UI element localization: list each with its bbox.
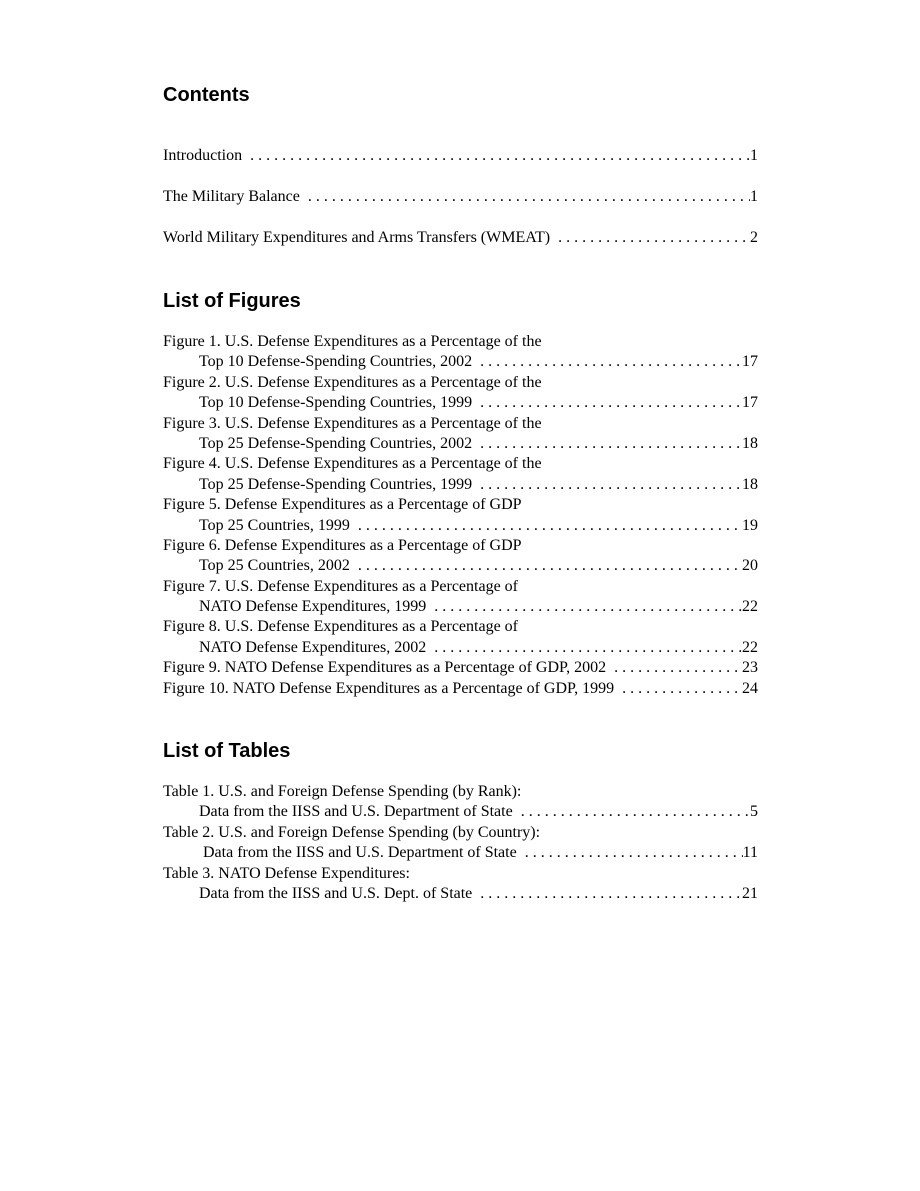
- figure-entry[interactable]: [163, 332, 758, 373]
- tables-list: [163, 782, 758, 904]
- entry-title: Figure 1. U.S. Defense Expenditures as a Percentage of the: [163, 333, 542, 350]
- contents-entry[interactable]: [163, 228, 758, 248]
- entry-title: The Military Balance: [163, 187, 300, 205]
- entry-subtitle: NATO Defense Expenditures, 1999: [199, 598, 427, 616]
- page-number: 22: [742, 638, 758, 656]
- entry-subtitle: Top 10 Defense-Spending Countries, 2002: [199, 353, 473, 371]
- dot-leader: [472, 884, 742, 904]
- entry-subtitle: Top 10 Defense-Spending Countries, 1999: [199, 394, 473, 412]
- page-number: 18: [742, 434, 758, 452]
- entry-subtitle: Data from the IISS and U.S. Department of State: [199, 803, 513, 821]
- dot-leader: [350, 556, 742, 576]
- tables-heading: List of Tables: [163, 740, 291, 762]
- entry-subtitle: Data from the IISS and U.S. Dept. of State: [199, 884, 473, 902]
- dot-leader: [472, 393, 742, 413]
- entry-title: Figure 2. U.S. Defense Expenditures as a Percentage of the: [163, 373, 542, 391]
- entry-title: Figure 8. U.S. Defense Expenditures as a Percentage of: [163, 618, 518, 636]
- dot-leader: [350, 516, 742, 536]
- contents-heading: Contents: [163, 84, 250, 106]
- entry-subtitle: Top 25 Defense-Spending Countries, 2002: [199, 434, 473, 452]
- figure-entry[interactable]: [163, 414, 758, 455]
- page-number: 5: [750, 803, 758, 821]
- figure-entry[interactable]: [163, 495, 758, 536]
- entry-subtitle: Top 25 Countries, 2002: [199, 557, 350, 575]
- entry-title: Figure 7. U.S. Defense Expenditures as a Percentage of: [163, 577, 518, 595]
- entry-title: Figure 9. NATO Defense Expenditures as a Percentage of GDP, 2002: [163, 659, 607, 677]
- page-number: 20: [742, 557, 758, 575]
- entry-title: Figure 4. U.S. Defense Expenditures as a Percentage of the: [163, 455, 542, 473]
- figure-entry[interactable]: [163, 617, 758, 658]
- page-number: 2: [750, 228, 758, 246]
- entry-title: Figure 5. Defense Expenditures as a Percentage of GDP: [163, 496, 522, 514]
- dot-leader: [242, 146, 750, 166]
- dot-leader: [517, 843, 743, 863]
- page-number: 24: [742, 679, 758, 697]
- page-number: 17: [742, 394, 758, 412]
- dot-leader: [472, 475, 742, 495]
- page-number: 22: [742, 598, 758, 616]
- dot-leader: [472, 434, 742, 454]
- table-entry[interactable]: [163, 864, 758, 905]
- page-number: 11: [742, 844, 758, 862]
- figure-entry[interactable]: [163, 536, 758, 577]
- dot-leader: [472, 352, 742, 372]
- figure-entry[interactable]: [163, 373, 758, 414]
- dot-leader: [426, 638, 742, 658]
- dot-leader: [606, 658, 742, 678]
- contents-list: [163, 146, 758, 269]
- table-entry[interactable]: [163, 782, 758, 823]
- figure-entry[interactable]: [163, 679, 758, 699]
- page-number: 21: [742, 884, 758, 902]
- page-number: 23: [742, 659, 758, 677]
- figure-entry[interactable]: [163, 577, 758, 618]
- contents-entry[interactable]: [163, 146, 758, 166]
- entry-subtitle: Data from the IISS and U.S. Department of State: [199, 844, 517, 862]
- entry-title: Table 3. NATO Defense Expenditures:: [163, 864, 410, 882]
- table-entry[interactable]: [163, 823, 758, 864]
- entry-subtitle: NATO Defense Expenditures, 2002: [199, 638, 427, 656]
- figures-list: [163, 332, 758, 699]
- figures-heading: List of Figures: [163, 290, 301, 312]
- page-number: 19: [742, 516, 758, 534]
- figure-entry[interactable]: [163, 658, 758, 678]
- entry-title: Figure 3. U.S. Defense Expenditures as a Percentage of the: [163, 414, 542, 432]
- dot-leader: [513, 802, 750, 822]
- entry-title: World Military Expenditures and Arms Transfers (WMEAT): [163, 228, 551, 246]
- entry-subtitle: Top 25 Defense-Spending Countries, 1999: [199, 475, 473, 493]
- entry-title: Introduction: [163, 147, 243, 164]
- entry-subtitle: Top 25 Countries, 1999: [199, 516, 350, 534]
- entry-title: Figure 10. NATO Defense Expenditures as a Percentage of GDP, 1999: [163, 679, 615, 697]
- page-number: 17: [742, 353, 758, 371]
- entry-title: Figure 6. Defense Expenditures as a Percentage of GDP: [163, 536, 522, 554]
- dot-leader: [426, 597, 742, 617]
- dot-leader: [614, 679, 742, 699]
- page-number: 18: [742, 475, 758, 493]
- entry-title: Table 2. U.S. and Foreign Defense Spending (by Country):: [163, 823, 541, 841]
- entry-title: Table 1. U.S. and Foreign Defense Spending (by Rank):: [163, 783, 522, 800]
- contents-entry[interactable]: [163, 187, 758, 207]
- page-number: 1: [750, 147, 758, 164]
- figure-entry[interactable]: [163, 454, 758, 495]
- dot-leader: [550, 228, 750, 248]
- page-number: 1: [750, 187, 758, 205]
- dot-leader: [300, 187, 750, 207]
